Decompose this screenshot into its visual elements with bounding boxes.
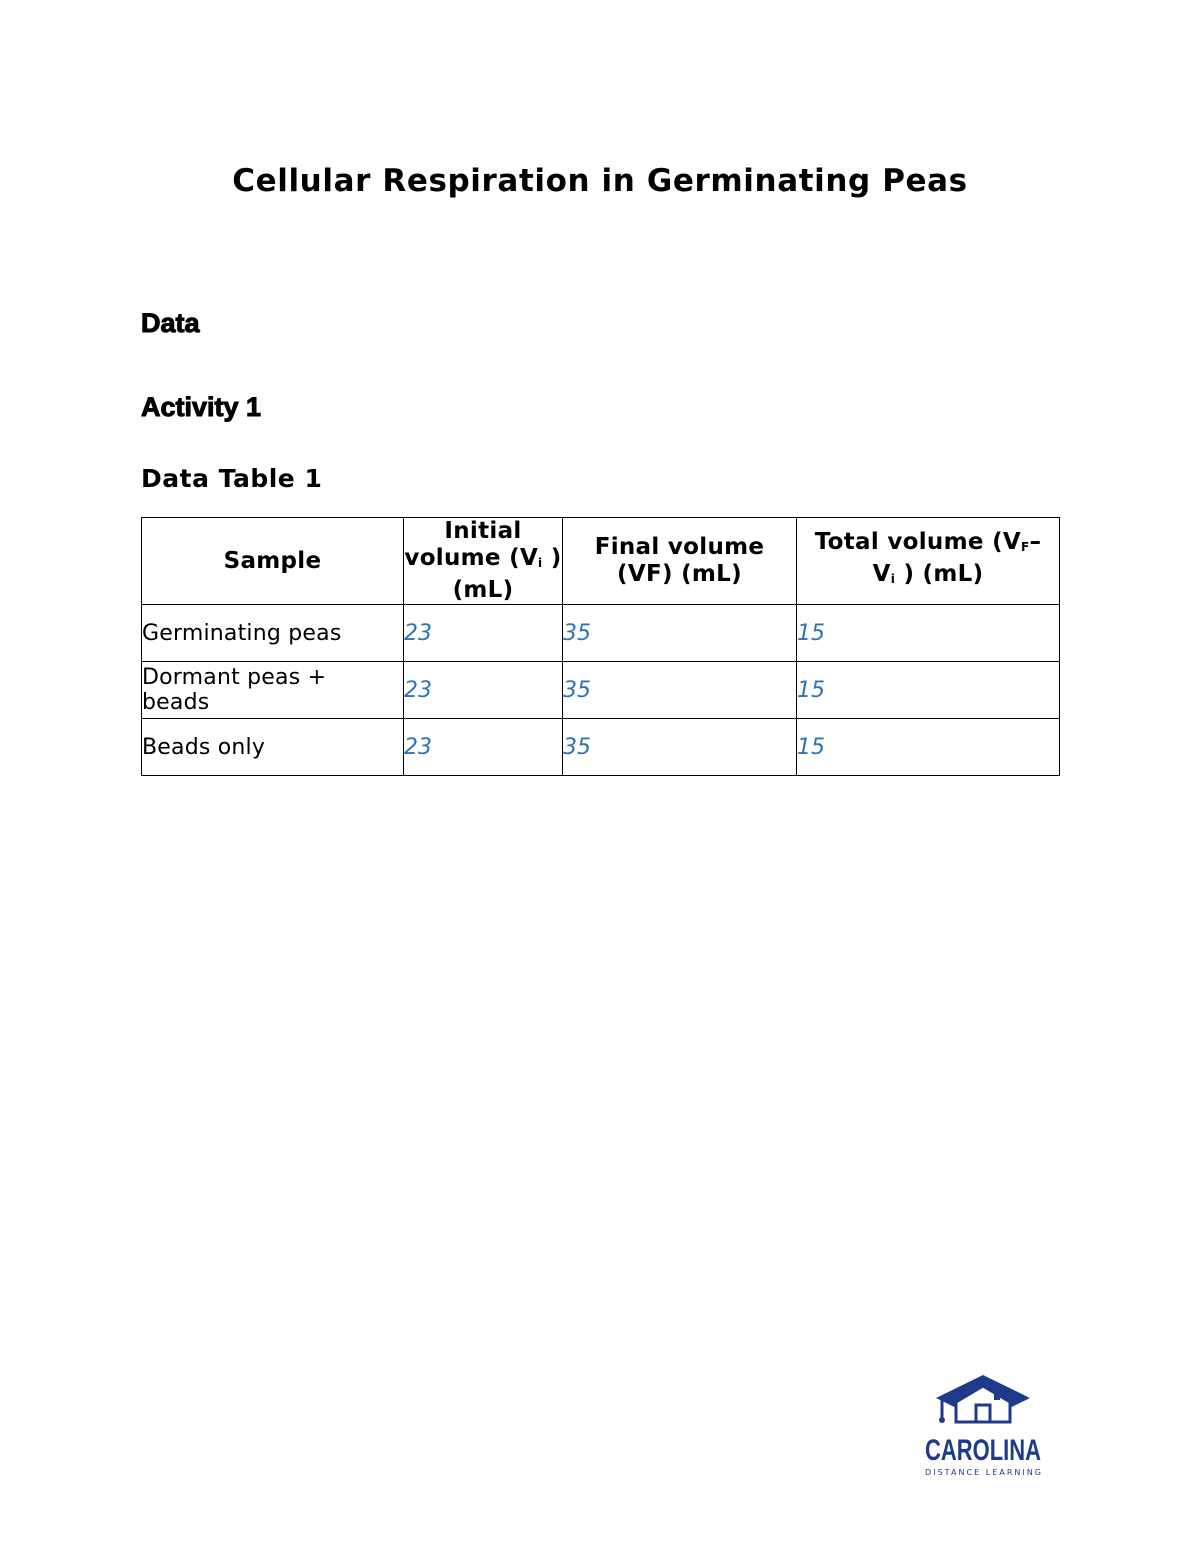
data-table-1 [141,517,1060,776]
table-row [142,719,1060,776]
sample-cell: Germinating peas [142,605,404,662]
final-volume-cell: 35 [563,605,797,662]
table-row [142,605,1060,662]
header-final-volume: Final volume (VF) (mL) [563,518,797,605]
carolina-logo [922,1372,1044,1478]
initial-volume-cell: 23 [404,662,563,719]
initial-volume-cell: 23 [404,719,563,776]
header-sample: Sample [142,518,404,605]
total-volume-cell: 15 [797,605,1060,662]
table-header-row [142,518,1060,605]
header-initial-volume: Initial volume ($V_i$ ) (mL) [404,518,562,603]
total-volume-cell: 15 [797,662,1060,719]
activity-heading: Activity 1 [141,392,262,422]
sample-cell: Beads only [142,719,404,776]
page-title: Cellular Respiration in Germinating Peas [232,163,968,199]
total-volume-cell: 15 [797,719,1060,776]
sample-cell: Dormant peas + beads [142,662,404,719]
final-volume-cell: 35 [563,662,797,719]
logo-tagline-text: DISTANCE LEARNING [925,1468,1041,1477]
header-total-volume: Total volume ($V_F-$ $V_i$ ) (mL) [797,518,1060,605]
final-volume-cell: 35 [563,719,797,776]
initial-volume-cell: 23 [404,605,563,662]
table-caption: Data Table 1 [141,464,323,493]
section-heading-data: Data [141,308,200,338]
logo-brand-text: CAROLINA [925,1434,1041,1467]
table-row [142,662,1060,719]
